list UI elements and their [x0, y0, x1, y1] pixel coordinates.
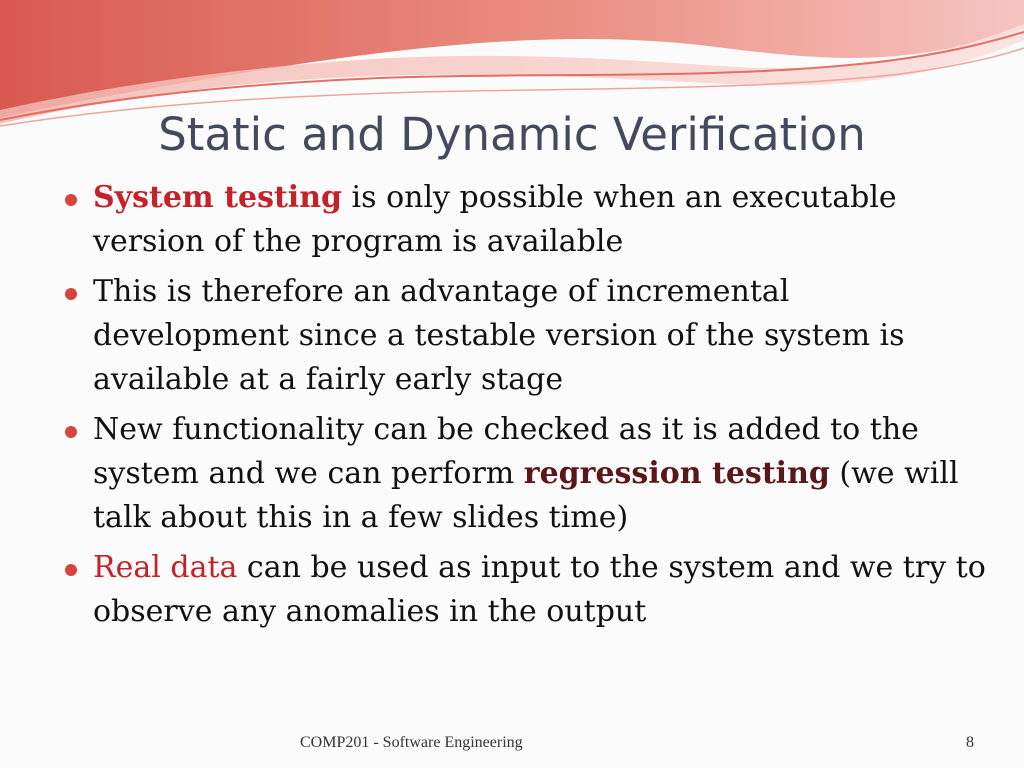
bullet-list — [58, 176, 988, 640]
bullet-item-regression-testing — [58, 408, 988, 540]
round-bullet-icon — [65, 288, 77, 300]
bullet-text: (we will talk about this in a few slides time) — [93, 456, 959, 535]
bullet-text: can be used as input to the system and we try to observe any anomalies in the output — [93, 550, 986, 629]
bullet-item-incremental-development — [58, 270, 988, 402]
round-bullet-icon — [65, 426, 77, 438]
bullet-text: This is therefore an advantage of incremental development since a testable version of the system is available at a fairly early stage — [93, 274, 905, 397]
bullet-text: is only possible when an executable version of the program is available — [93, 180, 897, 259]
round-bullet-icon — [65, 564, 77, 576]
round-bullet-icon — [65, 194, 77, 206]
highlighted-term: Real data — [93, 550, 238, 585]
bullet-item-system-testing — [58, 176, 988, 264]
highlighted-term: System testing — [93, 180, 342, 215]
slide-title: Static and Dynamic Verification — [158, 108, 866, 161]
bullet-text: New functionality can be checked as it is added to the system and we can perform — [93, 412, 919, 491]
bullet-item-real-data — [58, 546, 988, 634]
footer-course-label: COMP201 - Software Engineering — [300, 734, 523, 751]
highlighted-term: regression testing — [523, 456, 830, 491]
page-number: 8 — [966, 734, 974, 751]
